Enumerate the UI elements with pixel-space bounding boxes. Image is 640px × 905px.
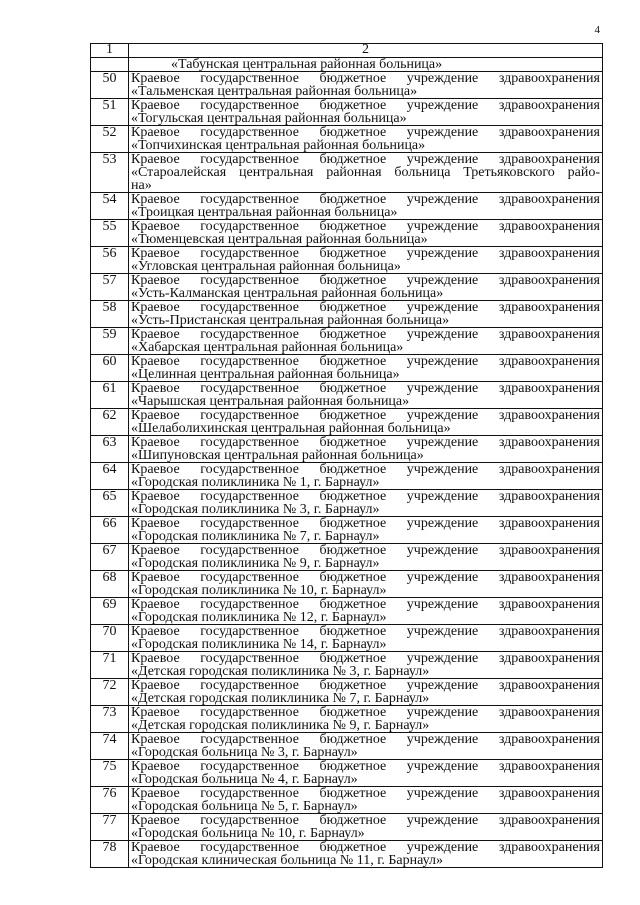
table-row — [91, 598, 603, 625]
table-row — [91, 436, 603, 463]
row-text — [129, 625, 603, 652]
table-row — [91, 153, 603, 193]
table-row — [91, 490, 603, 517]
table-row — [91, 301, 603, 328]
row-number: 64 — [91, 463, 129, 490]
row-text-line: Краевое государственное бюджетное учреждение здравоохранения — [131, 463, 600, 476]
row-number: 52 — [91, 126, 129, 153]
row-number: 77 — [91, 814, 129, 841]
row-text — [129, 301, 603, 328]
row-number: 65 — [91, 490, 129, 517]
row-text-line: Краевое государственное бюджетное учреждение здравоохранения — [131, 787, 600, 800]
row-text — [129, 706, 603, 733]
row-text-line: Краевое государственное бюджетное учреждение здравоохранения — [131, 153, 600, 166]
row-text-line: Краевое государственное бюджетное учреждение здравоохранения — [131, 220, 600, 233]
row-text-line: «Староалейская центральная районная больница Третьяковского райо- — [131, 166, 600, 179]
row-number: 70 — [91, 625, 129, 652]
row-text-line: Краевое государственное бюджетное учреждение здравоохранения — [131, 126, 600, 139]
row-number: 68 — [91, 571, 129, 598]
row-text — [129, 193, 603, 220]
row-text-line: «Детская городская поликлиника № 7, г. Барнаул» — [131, 692, 430, 705]
row-number: 54 — [91, 193, 129, 220]
row-text-line: «Усть-Калманская центральная районная больница» — [131, 287, 444, 300]
row-text — [129, 841, 603, 868]
row-text — [129, 517, 603, 544]
row-text — [129, 328, 603, 355]
row-text — [129, 355, 603, 382]
row-number: 66 — [91, 517, 129, 544]
row-text-line: Краевое государственное бюджетное учреждение здравоохранения — [131, 571, 600, 584]
row-text-line: Краевое государственное бюджетное учреждение здравоохранения — [131, 301, 600, 314]
row-number: 76 — [91, 787, 129, 814]
table-row — [91, 274, 603, 301]
row-text — [129, 490, 603, 517]
table-row — [91, 517, 603, 544]
table-row — [91, 355, 603, 382]
row-text-line: «Городская поликлиника № 9, г. Барнаул» — [131, 557, 380, 570]
row-text-line: Краевое государственное бюджетное учреждение здравоохранения — [131, 328, 600, 341]
row-number — [91, 58, 129, 72]
row-text-line: «Городская поликлиника № 7, г. Барнаул» — [131, 530, 380, 543]
row-number: 67 — [91, 544, 129, 571]
row-text — [129, 544, 603, 571]
row-text-line: «Угловская центральная районная больница» — [131, 260, 401, 273]
table-row — [91, 409, 603, 436]
header-col-1: 1 — [91, 44, 129, 58]
table-row — [91, 706, 603, 733]
row-text — [129, 571, 603, 598]
table-row — [91, 571, 603, 598]
row-text-line: «Городская больница № 4, г. Барнаул» — [131, 773, 358, 786]
row-text-line: на» — [131, 179, 152, 192]
row-text — [129, 814, 603, 841]
row-text-line: «Городская поликлиника № 10, г. Барнаул» — [131, 584, 387, 597]
table-row — [91, 193, 603, 220]
table-row-continuation — [91, 58, 603, 72]
row-text-line: «Городская поликлиника № 3, г. Барнаул» — [131, 503, 380, 516]
row-text-line: «Шипуновская центральная районная больница» — [131, 449, 424, 462]
table-row — [91, 760, 603, 787]
row-text — [129, 58, 603, 72]
row-text — [129, 72, 603, 99]
table-row — [91, 99, 603, 126]
row-text-line: «Троицкая центральная районная больница» — [131, 206, 398, 219]
row-text-line: Краевое государственное бюджетное учреждение здравоохранения — [131, 382, 600, 395]
row-text — [129, 99, 603, 126]
row-number: 53 — [91, 153, 129, 193]
table-row — [91, 126, 603, 153]
row-text-line: «Городская клиническая больница № 11, г. Барнаул» — [131, 854, 443, 867]
row-text-line: «Табунская центральная районная больница» — [171, 58, 443, 71]
row-text-line: Краевое государственное бюджетное учреждение здравоохранения — [131, 598, 600, 611]
row-text-line: Краевое государственное бюджетное учреждение здравоохранения — [131, 99, 600, 112]
row-text — [129, 409, 603, 436]
row-text — [129, 787, 603, 814]
row-text — [129, 679, 603, 706]
row-number: 69 — [91, 598, 129, 625]
row-number: 63 — [91, 436, 129, 463]
row-text-line: Краевое государственное бюджетное учреждение здравоохранения — [131, 436, 600, 449]
row-number: 58 — [91, 301, 129, 328]
table-row — [91, 72, 603, 99]
row-text — [129, 247, 603, 274]
row-text-line: Краевое государственное бюджетное учреждение здравоохранения — [131, 625, 600, 638]
row-text — [129, 153, 603, 193]
row-text-line: Краевое государственное бюджетное учреждение здравоохранения — [131, 706, 600, 719]
table-row — [91, 679, 603, 706]
row-number: 78 — [91, 841, 129, 868]
row-text-line: Краевое государственное бюджетное учреждение здравоохранения — [131, 652, 600, 665]
table-row — [91, 247, 603, 274]
row-number: 57 — [91, 274, 129, 301]
row-text-line: «Чарышская центральная районная больница» — [131, 395, 410, 408]
table-row — [91, 814, 603, 841]
row-text-line: «Шелаболихинская центральная районная больница» — [131, 422, 451, 435]
row-text-line: Краевое государственное бюджетное учреждение здравоохранения — [131, 544, 600, 557]
row-text-line: «Тальменская центральная районная больница» — [131, 85, 418, 98]
row-text — [129, 126, 603, 153]
row-text-line: Краевое государственное бюджетное учреждение здравоохранения — [131, 841, 600, 854]
row-text-line: «Городская поликлиника № 1, г. Барнаул» — [131, 476, 380, 489]
row-text — [129, 382, 603, 409]
row-number: 71 — [91, 652, 129, 679]
row-number: 72 — [91, 679, 129, 706]
row-number: 62 — [91, 409, 129, 436]
row-text-line: Краевое государственное бюджетное учреждение здравоохранения — [131, 760, 600, 773]
row-text — [129, 463, 603, 490]
row-text — [129, 436, 603, 463]
table-row — [91, 328, 603, 355]
row-text-line: Краевое государственное бюджетное учреждение здравоохранения — [131, 490, 600, 503]
row-text — [129, 274, 603, 301]
header-col-2: 2 — [129, 44, 603, 58]
row-text-line: Краевое государственное бюджетное учреждение здравоохранения — [131, 733, 600, 746]
row-text-line: Краевое государственное бюджетное учреждение здравоохранения — [131, 72, 600, 85]
row-text — [129, 220, 603, 247]
hospitals-table — [90, 43, 603, 868]
row-text — [129, 760, 603, 787]
row-text-line: Краевое государственное бюджетное учреждение здравоохранения — [131, 355, 600, 368]
table-row — [91, 652, 603, 679]
row-text-line: «Городская больница № 10, г. Барнаул» — [131, 827, 365, 840]
row-text-line: «Хабарская центральная районная больница» — [131, 341, 404, 354]
row-text-line: Краевое государственное бюджетное учреждение здравоохранения — [131, 274, 600, 287]
table-row — [91, 625, 603, 652]
row-text-line: «Тогульская центральная районная больница» — [131, 112, 407, 125]
row-text-line: «Городская больница № 3, г. Барнаул» — [131, 746, 358, 759]
row-number: 61 — [91, 382, 129, 409]
row-number: 74 — [91, 733, 129, 760]
row-text — [129, 733, 603, 760]
table-header-row — [91, 44, 603, 58]
row-text-line: Краевое государственное бюджетное учреждение здравоохранения — [131, 247, 600, 260]
page-number: 4 — [594, 24, 600, 36]
row-text-line: «Целинная центральная районная больница» — [131, 368, 400, 381]
row-text-line: «Тюменцевская центральная районная больница» — [131, 233, 428, 246]
row-text-line: «Городская больница № 5, г. Барнаул» — [131, 800, 358, 813]
row-number: 60 — [91, 355, 129, 382]
row-number: 59 — [91, 328, 129, 355]
table-row — [91, 733, 603, 760]
table-row — [91, 787, 603, 814]
row-text-line: «Топчихинская центральная районная больница» — [131, 139, 426, 152]
row-number: 51 — [91, 99, 129, 126]
table-row — [91, 382, 603, 409]
row-text-line: «Усть-Пристанская центральная районная больница» — [131, 314, 450, 327]
table-row — [91, 544, 603, 571]
table-row — [91, 463, 603, 490]
row-number: 73 — [91, 706, 129, 733]
row-text-line: «Детская городская поликлиника № 3, г. Барнаул» — [131, 665, 430, 678]
row-text-line: «Детская городская поликлиника № 9, г. Барнаул» — [131, 719, 430, 732]
row-text — [129, 598, 603, 625]
row-number: 50 — [91, 72, 129, 99]
row-number: 56 — [91, 247, 129, 274]
row-text-line: Краевое государственное бюджетное учреждение здравоохранения — [131, 814, 600, 827]
table-row — [91, 841, 603, 868]
table-row — [91, 220, 603, 247]
row-number: 55 — [91, 220, 129, 247]
row-text-line: «Городская поликлиника № 12, г. Барнаул» — [131, 611, 387, 624]
row-text-line: «Городская поликлиника № 14, г. Барнаул» — [131, 638, 387, 651]
row-number: 75 — [91, 760, 129, 787]
row-text — [129, 652, 603, 679]
row-text-line: Краевое государственное бюджетное учреждение здравоохранения — [131, 517, 600, 530]
row-text-line: Краевое государственное бюджетное учреждение здравоохранения — [131, 193, 600, 206]
row-text-line: Краевое государственное бюджетное учреждение здравоохранения — [131, 679, 600, 692]
row-text-line: Краевое государственное бюджетное учреждение здравоохранения — [131, 409, 600, 422]
